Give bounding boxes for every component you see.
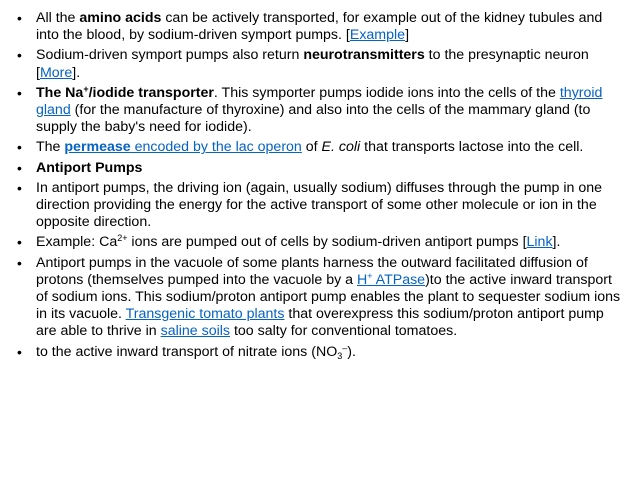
text: ions are pumped out of cells by sodium-driven antiport pumps [ xyxy=(127,234,527,251)
text: ATPase xyxy=(372,271,426,288)
text: Antiport pumps in the vacuole of some plants harness the outward facilitated diffusion of protons (themselves pumped into the vacuole by a xyxy=(36,254,588,288)
text: The xyxy=(36,139,65,156)
text: (for the manufacture of thyroxine) and also into the cells of the mammary gland (to supply the baby's need for iodide). xyxy=(36,102,591,136)
text: /iodide transporter xyxy=(88,84,214,101)
bullet-icon: • xyxy=(17,47,22,64)
bullet-item-calcium-example xyxy=(14,234,624,251)
text: In antiport pumps, the driving ion (again, usually sodium) diffuses through the pump in one direction providing the energy for the active transport of some other molecule or ion in the opposite direction. xyxy=(36,179,602,231)
text: . This symporter pumps iodide ions into the cells of the xyxy=(213,84,560,101)
bullet-item-nitrate xyxy=(14,344,624,361)
text: too salty for conventional tomatoes. xyxy=(230,323,458,340)
saline-soils-link[interactable]: saline soils xyxy=(160,323,231,340)
bullet-icon: • xyxy=(17,179,22,196)
text: ). xyxy=(347,343,356,360)
bullet-icon: • xyxy=(17,84,22,101)
bullet-item-neurotransmitters xyxy=(14,47,624,81)
text: encoded by the lac operon xyxy=(130,139,302,156)
bullet-icon: • xyxy=(17,10,22,26)
text: All the xyxy=(36,10,80,26)
bold-text xyxy=(36,85,214,101)
bullet-item-amino-acids xyxy=(14,10,624,44)
superscript: 2+ xyxy=(117,233,128,244)
text: to the presynaptic neuron [ xyxy=(36,47,589,81)
bold-text: amino acids xyxy=(79,10,162,26)
example-link[interactable]: Example xyxy=(349,27,406,44)
text: can be actively transported, for example out of the kidney tubules and into the blood, by sodium-driven symport pumps. [ xyxy=(36,10,603,44)
italic-text: E. coli xyxy=(321,139,361,156)
text: that transports lactose into the cell. xyxy=(360,139,584,156)
bullet-icon: • xyxy=(17,343,22,360)
text: Example: Ca xyxy=(36,234,118,251)
bold-text: permease xyxy=(64,139,131,156)
thyroid-gland-link[interactable]: thyroid gland xyxy=(36,84,603,119)
text: The Na xyxy=(36,84,84,101)
bullet-list xyxy=(14,10,624,361)
h-atpase-link[interactable] xyxy=(357,272,425,288)
text: )to the active inward transport of sodium ions. This sodium/proton antiport pump enables the plant to sequester sodium ions in its vacuole. xyxy=(36,271,621,323)
superscript: + xyxy=(367,270,373,281)
bullet-icon: • xyxy=(17,139,22,156)
bullet-item-lac-permease xyxy=(14,139,624,156)
permease-link[interactable] xyxy=(64,139,301,155)
text: ]. xyxy=(552,234,561,251)
bullet-item-antiport-definition xyxy=(14,180,624,232)
bullet-icon: • xyxy=(17,234,22,251)
bold-text: neurotransmitters xyxy=(303,47,425,64)
bullet-icon: • xyxy=(17,159,22,176)
text: Sodium-driven symport pumps also return xyxy=(36,47,304,64)
bold-text: Antiport Pumps xyxy=(36,159,143,176)
bullet-item-antiport-heading xyxy=(14,160,624,177)
bullet-item-iodide-transporter xyxy=(14,85,624,137)
text: ]. xyxy=(72,64,81,81)
text: to the active inward transport of nitrate ions (NO xyxy=(36,343,338,360)
text: ] xyxy=(405,27,410,44)
bullet-icon: • xyxy=(17,254,22,271)
text: of xyxy=(301,139,322,156)
bullet-item-vacuole-antiport xyxy=(14,255,624,341)
text: H xyxy=(356,271,368,288)
link-link[interactable]: Link xyxy=(526,234,553,251)
superscript: + xyxy=(83,83,89,94)
superscript: – xyxy=(342,342,348,353)
more-link[interactable]: More xyxy=(39,64,73,81)
transgenic-tomato-link[interactable]: Transgenic tomato plants xyxy=(125,306,285,323)
text: that overexpress this sodium/proton antiport pump are able to thrive in xyxy=(36,306,604,340)
subscript: 3 xyxy=(337,350,343,361)
